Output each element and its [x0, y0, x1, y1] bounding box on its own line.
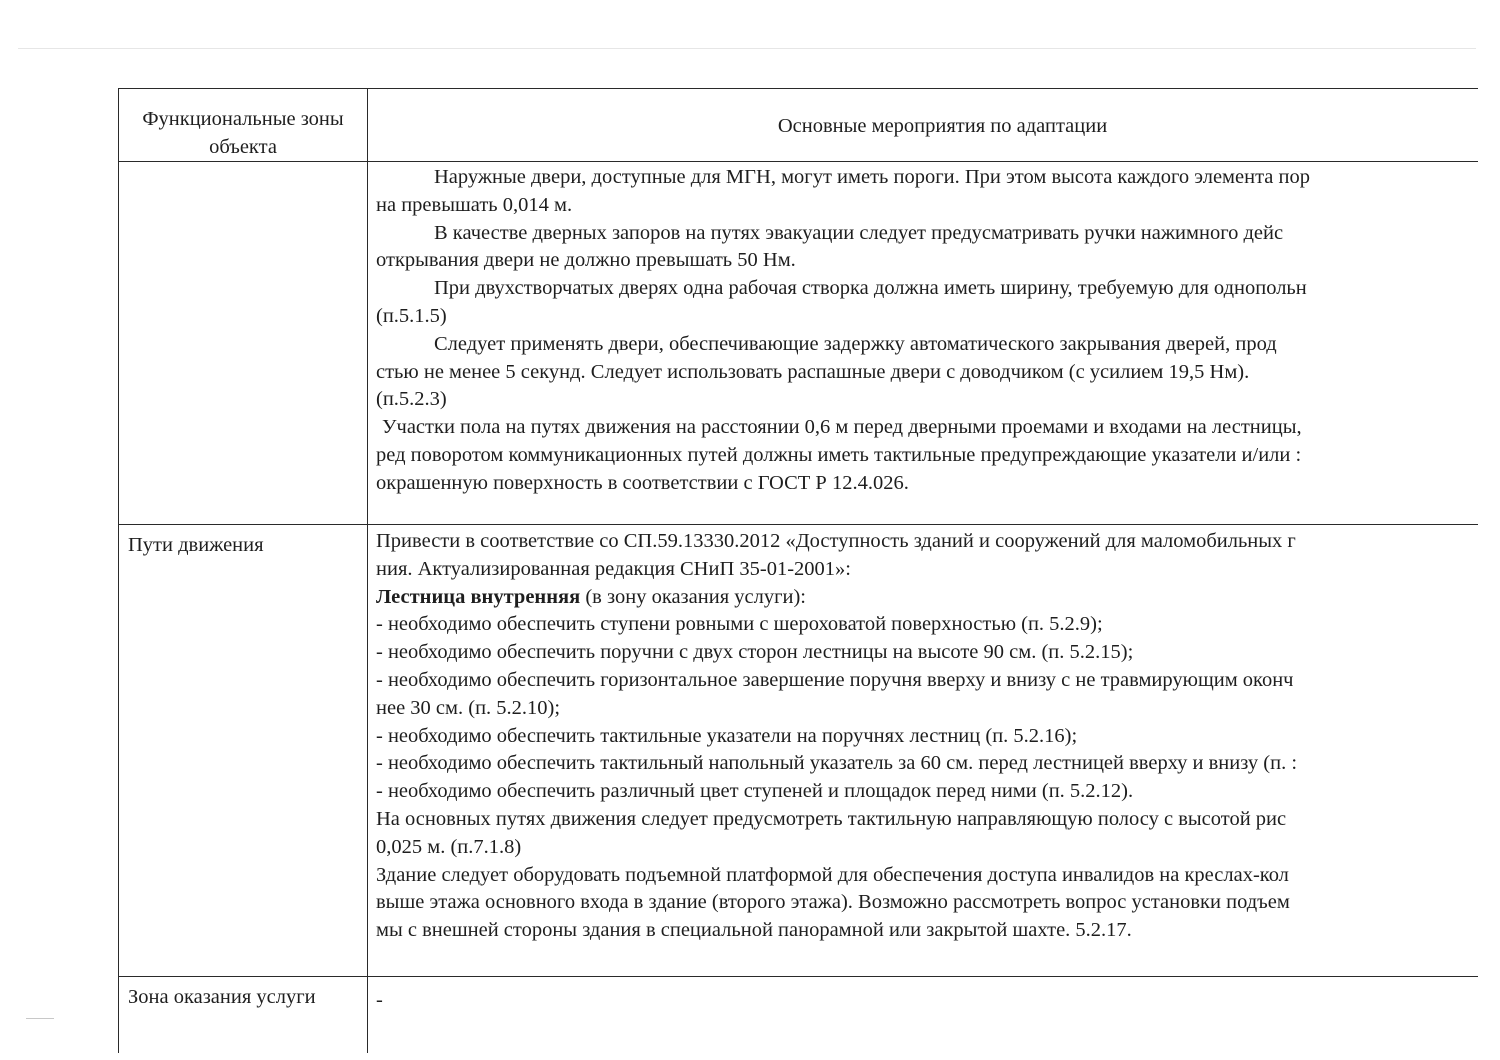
text-line: - необходимо обеспечить тактильные указатели на поручнях лестниц (п. 5.2.16); — [376, 724, 1078, 747]
zone-label: Зона оказания услуги — [128, 986, 316, 1008]
text-line: стью не менее 5 секунд. Следует использовать распашные двери с доводчиком (с усилием 19,5 Нм). — [376, 360, 1250, 383]
measures-cell — [368, 977, 1479, 1054]
text-line: (п.5.2.3) — [376, 388, 447, 411]
text-line: мы с внешней стороны здания в специальной панорамной или закрытой шахте. 5.2.17. — [376, 919, 1132, 942]
adaptation-table — [118, 88, 1478, 1053]
table-row — [119, 162, 1479, 525]
text-line: - необходимо обеспечить горизонтальное завершение поручня вверху и внизу с не травмирующим оконч — [376, 668, 1294, 691]
zone-cell — [119, 977, 368, 1054]
table — [118, 88, 1478, 1053]
text-line: открывания двери не должно превышать 50 Нм. — [376, 249, 796, 272]
text-line: На основных путях движения следует предусмотреть тактильную направляющую полосу с высотой рис — [376, 807, 1287, 830]
text-line: Наружные двери, доступные для МГН, могут иметь пороги. При этом высота каждого элемента пор — [434, 166, 1310, 188]
text-line: Участки пола на путях движения на расстоянии 0,6 м перед дверными проемами и входами на лестницы, — [382, 416, 1302, 439]
text-line: - — [376, 989, 383, 1011]
stair-heading: Лестница внутренняя — [376, 585, 581, 608]
text-line: В качестве дверных запоров на путях эвакуации следует предусматривать ручки нажимного дейс — [434, 221, 1284, 244]
scan-mark — [26, 1018, 54, 1019]
text-line: окрашенную поверхность в соответствии с ГОСТ Р 12.4.026. — [376, 471, 909, 494]
zone-cell — [119, 525, 368, 977]
header-adaptation-measures: Основные мероприятия по адаптации — [368, 89, 1479, 162]
text-line: ред поворотом коммуникационных путей должны иметь тактильные предупреждающие указатели и/или : — [376, 443, 1302, 466]
zone-cell — [119, 162, 368, 525]
text-line: Привести в соответствие со СП.59.13330.2012 «Доступность зданий и сооружений для маломобильных г — [376, 530, 1296, 552]
text-line: выше этажа основного входа в здание (второго этажа). Возможно рассмотреть вопрос установки подъем — [376, 891, 1290, 914]
table-row — [119, 977, 1479, 1054]
zone-label — [119, 162, 367, 168]
text-line: 0,025 м. (п.7.1.8) — [376, 835, 522, 858]
table-row — [119, 525, 1479, 977]
text-line — [376, 584, 1478, 612]
measures-text — [368, 525, 1478, 976]
text-line: (п.5.1.5) — [376, 304, 447, 327]
measures-text — [368, 162, 1478, 524]
text-line: - необходимо обеспечить тактильный напольный указатель за 60 см. перед лестницей вверху и внизу (п. : — [376, 752, 1298, 775]
text-line: Следует применять двери, обеспечивающие задержку автоматического закрывания дверей, прод — [434, 332, 1277, 355]
text-line: - необходимо обеспечить ступени ровными с шероховатой поверхностью (п. 5.2.9); — [376, 613, 1103, 636]
text-line: При двухстворчатых дверях одна рабочая створка должна иметь ширину, требуемую для однопольн — [434, 277, 1307, 300]
text-line: - необходимо обеспечить различный цвет ступеней и площадок перед ними (п. 5.2.12). — [376, 780, 1134, 803]
measures-cell — [368, 162, 1479, 525]
text-line: Здание следует оборудовать подъемной платформой для обеспечения доступа инвалидов на креслах-кол — [376, 863, 1289, 886]
text-line: - необходимо обеспечить поручни с двух сторон лестницы на высоте 90 см. (п. 5.2.15); — [376, 641, 1134, 664]
text-line: ния. Актуализированная редакция СНиП 35-01-2001»: — [376, 557, 851, 580]
text-line: на превышать 0,014 м. — [376, 193, 573, 216]
stair-heading-note: (в зону оказания услуги): — [580, 585, 806, 608]
measures-cell — [368, 525, 1479, 977]
table-header-row — [119, 89, 1479, 162]
page-top-rule — [18, 48, 1476, 49]
text-line: нее 30 см. (п. 5.2.10); — [376, 696, 561, 719]
header-functional-zones: Функциональные зоны объекта — [119, 89, 368, 162]
zone-label: Пути движения — [128, 534, 264, 556]
